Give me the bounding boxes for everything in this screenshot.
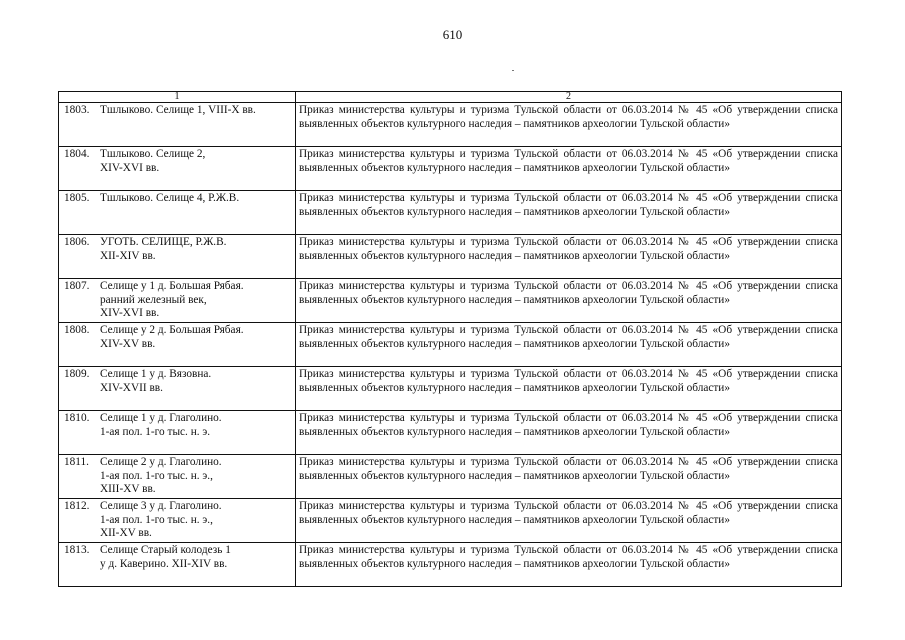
document-cell: Приказ министерства культуры и туризма Тульской области от 06.03.2014 № 45 «Об утверждении списка выявленных объектов культурного наследия – памятников археологии Тульской области» <box>296 323 842 367</box>
table-row <box>59 543 842 587</box>
object-cell <box>59 455 296 499</box>
object-cell <box>59 279 296 323</box>
row-number: 1804. <box>64 148 90 160</box>
row-number: 1811. <box>64 456 89 468</box>
object-name: УГОТЬ. СЕЛИЩЕ, Р.Ж.В. XII-XIV вв. <box>100 236 227 262</box>
object-name: Селище 1 у д. Вязовна. XIV-XVII вв. <box>100 368 212 394</box>
document-cell: Приказ министерства культуры и туризма Тульской области от 06.03.2014 № 45 «Об утверждении списка выявленных объектов культурного наследия – памятников археологии Тульской области» <box>296 367 842 411</box>
object-name: Селище у 1 д. Большая Рябая. ранний железный век, XIV-XVI вв. <box>100 280 244 319</box>
document-cell: Приказ министерства культуры и туризма Тульской области от 06.03.2014 № 45 «Об утверждении списка выявленных объектов культурного наследия – памятников археологии Тульской области» <box>296 499 842 543</box>
object-name: Селище Старый колодезь 1 у д. Каверино. XII-XIV вв. <box>100 544 231 570</box>
document-cell: Приказ министерства культуры и туризма Тульской области от 06.03.2014 № 45 «Об утверждении списка выявленных объектов культурного наследия – памятников археологии Тульской области» <box>296 279 842 323</box>
scan-speck <box>512 70 514 71</box>
row-number: 1807. <box>64 280 90 292</box>
object-cell <box>59 411 296 455</box>
object-name: Селище у 2 д. Большая Рябая. XIV-XV вв. <box>100 324 244 350</box>
table-row <box>59 235 842 279</box>
document-cell: Приказ министерства культуры и туризма Тульской области от 06.03.2014 № 45 «Об утверждении списка выявленных объектов культурного наследия – памятников археологии Тульской области» <box>296 103 842 147</box>
table-row <box>59 411 842 455</box>
document-cell: Приказ министерства культуры и туризма Тульской области от 06.03.2014 № 45 «Об утверждении списка выявленных объектов культурного наследия – памятников археологии Тульской области» <box>296 543 842 587</box>
row-number: 1805. <box>64 192 90 204</box>
column-header-2: 2 <box>296 92 842 103</box>
table-row <box>59 147 842 191</box>
object-name: Селище 1 у д. Глаголино. 1-ая пол. 1-го тыс. н. э. <box>100 412 222 438</box>
table-row <box>59 499 842 543</box>
object-name: Тшлыково. Селище 2, XIV-XVI вв. <box>100 148 206 174</box>
object-name: Тшлыково. Селище 1, VIII-X вв. <box>100 104 256 116</box>
row-number: 1812. <box>64 500 90 512</box>
object-cell <box>59 147 296 191</box>
row-number: 1813. <box>64 544 90 556</box>
object-name: Селище 2 у д. Глаголино. 1-ая пол. 1-го тыс. н. э., XIII-XV вв. <box>100 456 222 495</box>
row-number: 1803. <box>64 104 90 116</box>
object-cell <box>59 367 296 411</box>
object-cell <box>59 191 296 235</box>
document-cell: Приказ министерства культуры и туризма Тульской области от 06.03.2014 № 45 «Об утверждении списка выявленных объектов культурного наследия – памятников археологии Тульской области» <box>296 147 842 191</box>
object-cell <box>59 499 296 543</box>
table-row <box>59 323 842 367</box>
table-row <box>59 367 842 411</box>
object-cell <box>59 543 296 587</box>
object-name: Селище 3 у д. Глаголино. 1-ая пол. 1-го тыс. н. э., XII-XV вв. <box>100 500 222 539</box>
table-row <box>59 103 842 147</box>
object-cell <box>59 103 296 147</box>
document-cell: Приказ министерства культуры и туризма Тульской области от 06.03.2014 № 45 «Об утверждении списка выявленных объектов культурного наследия – памятников археологии Тульской области» <box>296 235 842 279</box>
row-number: 1809. <box>64 368 90 380</box>
page-number: 610 <box>442 27 463 42</box>
document-cell: Приказ министерства культуры и туризма Тульской области от 06.03.2014 № 45 «Об утверждении списка выявленных объектов культурного наследия – памятников археологии Тульской области» <box>296 455 842 499</box>
row-number: 1808. <box>64 324 90 336</box>
row-number: 1806. <box>64 236 90 248</box>
object-cell <box>59 235 296 279</box>
object-cell <box>59 323 296 367</box>
table-row <box>59 455 842 499</box>
column-header-1: 1 <box>59 92 296 103</box>
table-header-row <box>59 92 842 103</box>
document-cell: Приказ министерства культуры и туризма Тульской области от 06.03.2014 № 45 «Об утверждении списка выявленных объектов культурного наследия – памятников археологии Тульской области» <box>296 411 842 455</box>
object-name: Тшлыково. Селище 4, Р.Ж.В. <box>100 192 240 204</box>
table-row <box>59 279 842 323</box>
table-row <box>59 191 842 235</box>
row-number: 1810. <box>64 412 90 424</box>
document-cell: Приказ министерства культуры и туризма Тульской области от 06.03.2014 № 45 «Об утверждении списка выявленных объектов культурного наследия – памятников археологии Тульской области» <box>296 191 842 235</box>
heritage-registry-table <box>58 91 842 587</box>
